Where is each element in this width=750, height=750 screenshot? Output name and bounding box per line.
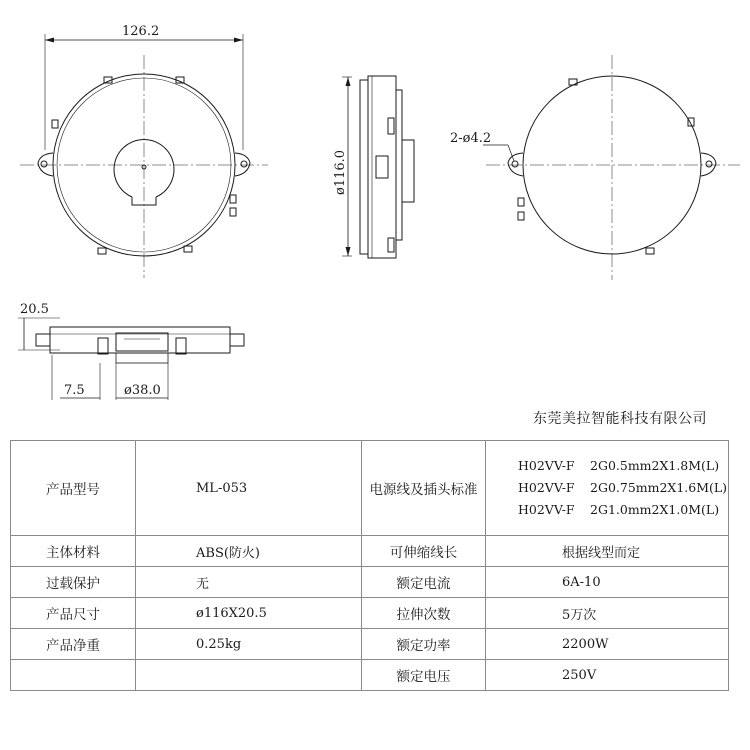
dim-center-text: ø38.0: [124, 383, 161, 398]
front-view: [20, 34, 268, 278]
cord-code: H02VV-F: [518, 480, 575, 495]
overload-value: 无: [136, 567, 362, 598]
stretch-label: 拉伸次数: [362, 598, 486, 629]
cord-spec: 2G0.75mm2X1.6M(L): [590, 480, 728, 495]
cord-option: [518, 477, 728, 499]
cord-length-label: 可伸缩线长: [362, 536, 486, 567]
table-row: [11, 567, 729, 598]
company-name: 东莞美拉智能科技有限公司: [533, 411, 707, 427]
cord-option: [518, 455, 728, 477]
size-value: ø116X20.5: [136, 598, 362, 629]
material-label: 主体材料: [11, 536, 136, 567]
current-value: 6A-10: [486, 567, 729, 598]
dim-width-text: 126.2: [122, 24, 160, 39]
dim-height-text: 20.5: [20, 302, 49, 317]
cord-spec: 2G1.0mm2X1.0M(L): [590, 502, 720, 517]
weight-label: 产品净重: [11, 629, 136, 660]
table-row: [11, 441, 729, 536]
cord-label: 电源线及插头标准: [362, 441, 486, 536]
empty-cell: [11, 660, 136, 691]
spec-table: [10, 440, 729, 691]
current-label: 额定电流: [362, 567, 486, 598]
table-row: [11, 660, 729, 691]
side-view: [342, 76, 414, 258]
voltage-value: 250V: [486, 660, 729, 691]
table-row: [11, 629, 729, 660]
dim-holes-text: 2-ø4.2: [450, 131, 492, 146]
cord-code: H02VV-F: [518, 502, 575, 517]
cord-spec: 2G0.5mm2X1.8M(L): [590, 458, 720, 473]
cord-option: [518, 499, 728, 521]
overload-label: 过载保护: [11, 567, 136, 598]
back-view: [483, 55, 740, 280]
voltage-label: 额定电压: [362, 660, 486, 691]
stretch-value: 5万次: [486, 598, 729, 629]
cord-length-value: 根据线型而定: [486, 536, 729, 567]
size-label: 产品尺寸: [11, 598, 136, 629]
weight-value: 0.25kg: [136, 629, 362, 660]
power-label: 额定功率: [362, 629, 486, 660]
dim-diameter-text: ø116.0: [333, 149, 348, 195]
model-label: 产品型号: [11, 441, 136, 536]
empty-cell: [136, 660, 362, 691]
cord-code: H02VV-F: [518, 458, 575, 473]
power-value: 2200W: [486, 629, 729, 660]
cord-options: [486, 441, 729, 536]
material-value: ABS(防火): [136, 536, 362, 567]
dim-offset-text: 7.5: [64, 383, 85, 398]
model-value: ML-053: [136, 441, 362, 536]
table-row: [11, 536, 729, 567]
table-row: [11, 598, 729, 629]
